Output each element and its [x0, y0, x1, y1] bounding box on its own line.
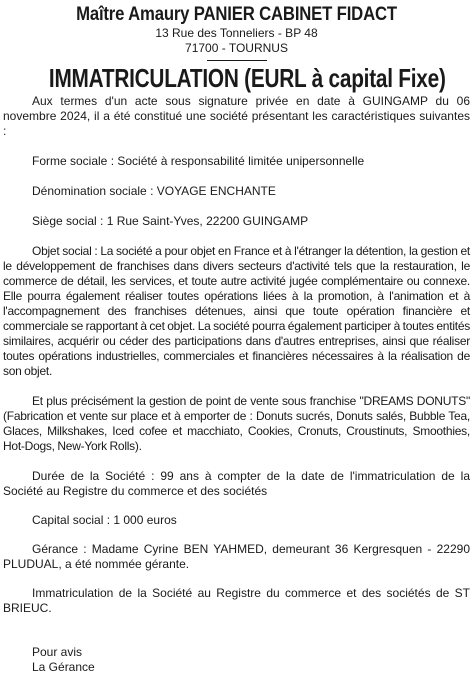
legal-notice [0, 4, 473, 681]
forme-sociale: Forme sociale : Société à responsabilité limitée unipersonnelle [32, 154, 365, 168]
objet-social: Objet social : La société a pour objet en France et à l'étranger la détention, la gestion et le développement de franchises dans divers secteurs d'activité tels que la restauration, le commerce de détail, les services, et toute autre activité jugée complémentaire ou connexe. Elle pourra également réaliser toutes opérations liées à la promotion, à l'animation et à l'accompagnement des franchises détenues, ainsi que toute opération financière et commerciale se rapportant à cet objet. La société pourra également participer à toutes entités similaires, acquérir ou céder des participations dans d'autres entreprises, ainsi que réaliser toutes opérations industrielles, commerciales et financières nécessaires à la réalisation de son objet. [3, 244, 470, 378]
immatriculation-rcs: Immatriculation de la Société au Registre du commerce et des sociétés de ST BRIEUC. [3, 586, 470, 615]
office-name: Maître Amaury PANIER CABINET FIDACT [76, 4, 397, 25]
siege-social: Siège social : 1 Rue Saint-Yves, 22200 GUINGAMP [32, 214, 309, 228]
notice-title: IMMATRICULATION (EURL à capital Fixe) [48, 63, 446, 93]
closing-signature: La Gérance [32, 660, 95, 674]
denomination-sociale: Dénomination sociale : VOYAGE ENCHANTE [32, 184, 276, 198]
objet-precision: Et plus précisément la gestion de point de vente sous franchise "DREAMS DONUTS" (Fabrication et vente sur place et à emporter de : Donuts sucrés, Donuts salés, Bubble Tea, Glaces, Milkshakes, Iced cofee et macchiato, Cookies, Cronuts, Croustinuts, Smoothies, Hot-Dogs, New-York Rolls). [3, 394, 470, 453]
gerance: Gérance : Madame Cyrine BEN YAHMED, demeurant 36 Kergresquen - 22290 PLUDUAL, a été nommée gérante. [3, 542, 470, 571]
intro-paragraph: Aux termes d'un acte sous signature privée en date à GUINGAMP du 06 novembre 2024, il a été constitué une société présentant les caractéristiques suivantes : [3, 94, 470, 138]
closing-pour-avis: Pour avis [32, 645, 83, 659]
address-line-2: 71700 - TOURNUS [185, 41, 288, 55]
duree-societe: Durée de la Société : 99 ans à compter de la date de l'immatriculation de la Société au Registre du commerce et des sociétés [3, 469, 470, 498]
address-line-1: 13 Rue des Tonneliers - BP 48 [155, 26, 318, 40]
capital-social: Capital social : 1 000 euros [32, 513, 177, 527]
notice-body [2, 94, 471, 675]
header-divider [207, 60, 267, 61]
